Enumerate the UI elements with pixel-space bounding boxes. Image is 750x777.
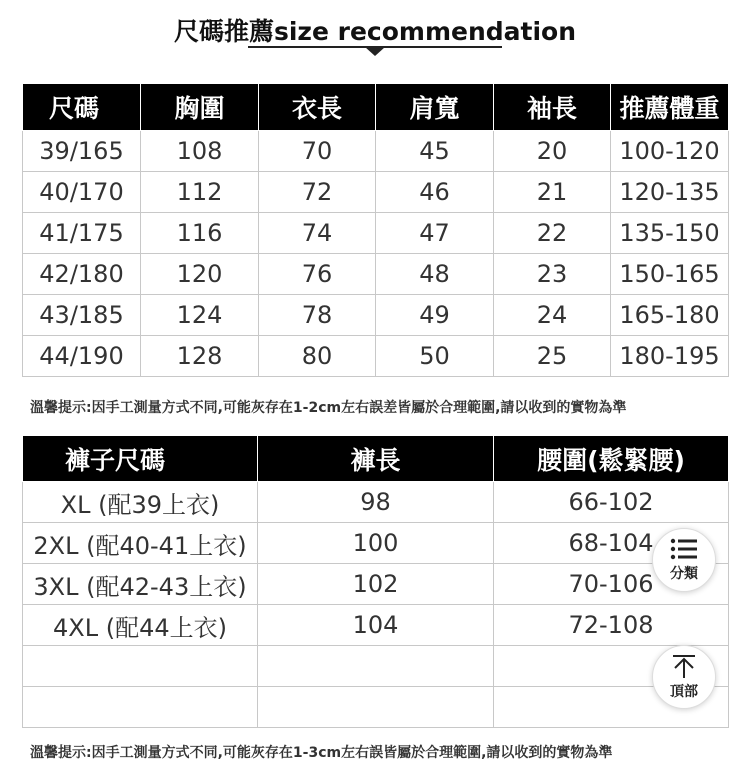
table-cell: 4XL (配44上衣) bbox=[23, 605, 258, 646]
table-cell: 80 bbox=[259, 336, 376, 377]
table-cell: 68-104 bbox=[494, 523, 729, 564]
table-row bbox=[23, 295, 729, 336]
table-cell: 120 bbox=[141, 254, 259, 295]
pants-header-length: 褲長 bbox=[258, 436, 494, 482]
table-cell: 41/175 bbox=[23, 213, 141, 254]
pants-header-size: 褲子尺碼 bbox=[23, 436, 258, 482]
table-cell: 98 bbox=[258, 482, 494, 523]
table-cell: 47 bbox=[376, 213, 494, 254]
page-title: 尺碼推薦size recommendation bbox=[173, 17, 577, 46]
table-cell: 49 bbox=[376, 295, 494, 336]
table-cell bbox=[258, 646, 494, 687]
pants-size-table bbox=[22, 435, 729, 728]
table-cell: 50 bbox=[376, 336, 494, 377]
table-cell: 78 bbox=[259, 295, 376, 336]
shirt-size-table bbox=[22, 83, 729, 377]
table-cell: 116 bbox=[141, 213, 259, 254]
table-cell: 180-195 bbox=[611, 336, 729, 377]
table-cell: 124 bbox=[141, 295, 259, 336]
table-cell: 20 bbox=[494, 131, 611, 172]
table-cell: 23 bbox=[494, 254, 611, 295]
pants-table-header-row bbox=[23, 436, 729, 482]
table-cell: 165-180 bbox=[611, 295, 729, 336]
table-row bbox=[23, 564, 729, 605]
table-cell: 39/165 bbox=[23, 131, 141, 172]
table-cell: 45 bbox=[376, 131, 494, 172]
table-row bbox=[23, 605, 729, 646]
pants-header-waist: 腰圍(鬆緊腰) bbox=[494, 436, 729, 482]
table-cell: 3XL (配42-43上衣) bbox=[23, 564, 258, 605]
table-cell: 40/170 bbox=[23, 172, 141, 213]
shirt-header-sleeve: 袖長 bbox=[494, 84, 611, 131]
table-cell: 22 bbox=[494, 213, 611, 254]
category-button[interactable] bbox=[652, 528, 716, 592]
table-cell: 72 bbox=[259, 172, 376, 213]
arrow-up-icon bbox=[671, 653, 697, 679]
table-cell bbox=[23, 687, 258, 728]
table-cell: 70-106 bbox=[494, 564, 729, 605]
shirt-header-shoulder: 肩寬 bbox=[376, 84, 494, 131]
table-row bbox=[23, 336, 729, 377]
category-button-label: 分類 bbox=[670, 566, 698, 582]
back-to-top-label: 頂部 bbox=[670, 684, 698, 700]
table-cell: 42/180 bbox=[23, 254, 141, 295]
table-cell: 21 bbox=[494, 172, 611, 213]
table-row bbox=[23, 131, 729, 172]
table-cell: 100 bbox=[258, 523, 494, 564]
table-cell: 25 bbox=[494, 336, 611, 377]
table-cell: 44/190 bbox=[23, 336, 141, 377]
title-pointer bbox=[365, 47, 385, 56]
shirt-table-header-row bbox=[23, 84, 729, 131]
table-cell: 102 bbox=[258, 564, 494, 605]
table-row bbox=[23, 523, 729, 564]
table-cell: 24 bbox=[494, 295, 611, 336]
table-row bbox=[23, 172, 729, 213]
table-cell bbox=[258, 687, 494, 728]
table-cell: 72-108 bbox=[494, 605, 729, 646]
table-cell: 135-150 bbox=[611, 213, 729, 254]
table-cell: 112 bbox=[141, 172, 259, 213]
shirt-header-size: 尺碼 bbox=[23, 84, 141, 131]
table-cell: 104 bbox=[258, 605, 494, 646]
back-to-top-button[interactable] bbox=[652, 645, 716, 709]
shirt-header-weight: 推薦體重 bbox=[611, 84, 729, 131]
table-cell: 128 bbox=[141, 336, 259, 377]
shirt-header-length: 衣長 bbox=[259, 84, 376, 131]
table-cell: 120-135 bbox=[611, 172, 729, 213]
table-cell: 70 bbox=[259, 131, 376, 172]
shirt-header-chest: 胸圍 bbox=[141, 84, 259, 131]
table-cell: 48 bbox=[376, 254, 494, 295]
table-cell: 46 bbox=[376, 172, 494, 213]
table-row bbox=[23, 687, 729, 728]
table-row bbox=[23, 482, 729, 523]
table-cell: 100-120 bbox=[611, 131, 729, 172]
table-row bbox=[23, 213, 729, 254]
table-cell: 150-165 bbox=[611, 254, 729, 295]
table-row bbox=[23, 646, 729, 687]
table-cell bbox=[23, 646, 258, 687]
table-cell: 43/185 bbox=[23, 295, 141, 336]
table-cell: 66-102 bbox=[494, 482, 729, 523]
table-cell: 76 bbox=[259, 254, 376, 295]
table-cell: XL (配39上衣) bbox=[23, 482, 258, 523]
table-cell: 74 bbox=[259, 213, 376, 254]
table-cell: 2XL (配40-41上衣) bbox=[23, 523, 258, 564]
table-cell: 108 bbox=[141, 131, 259, 172]
measurement-note-pants: 溫馨提示:因手工測量方式不同,可能灰存在1-3cm左右誤皆屬於合理範圍,請以收到的實物為準 bbox=[30, 745, 613, 761]
table-row bbox=[23, 254, 729, 295]
list-icon bbox=[670, 537, 698, 561]
measurement-note-shirt: 溫馨提示:因手工測量方式不同,可能灰存在1-2cm左右誤差皆屬於合理範圍,請以收到的實物為準 bbox=[30, 400, 627, 416]
